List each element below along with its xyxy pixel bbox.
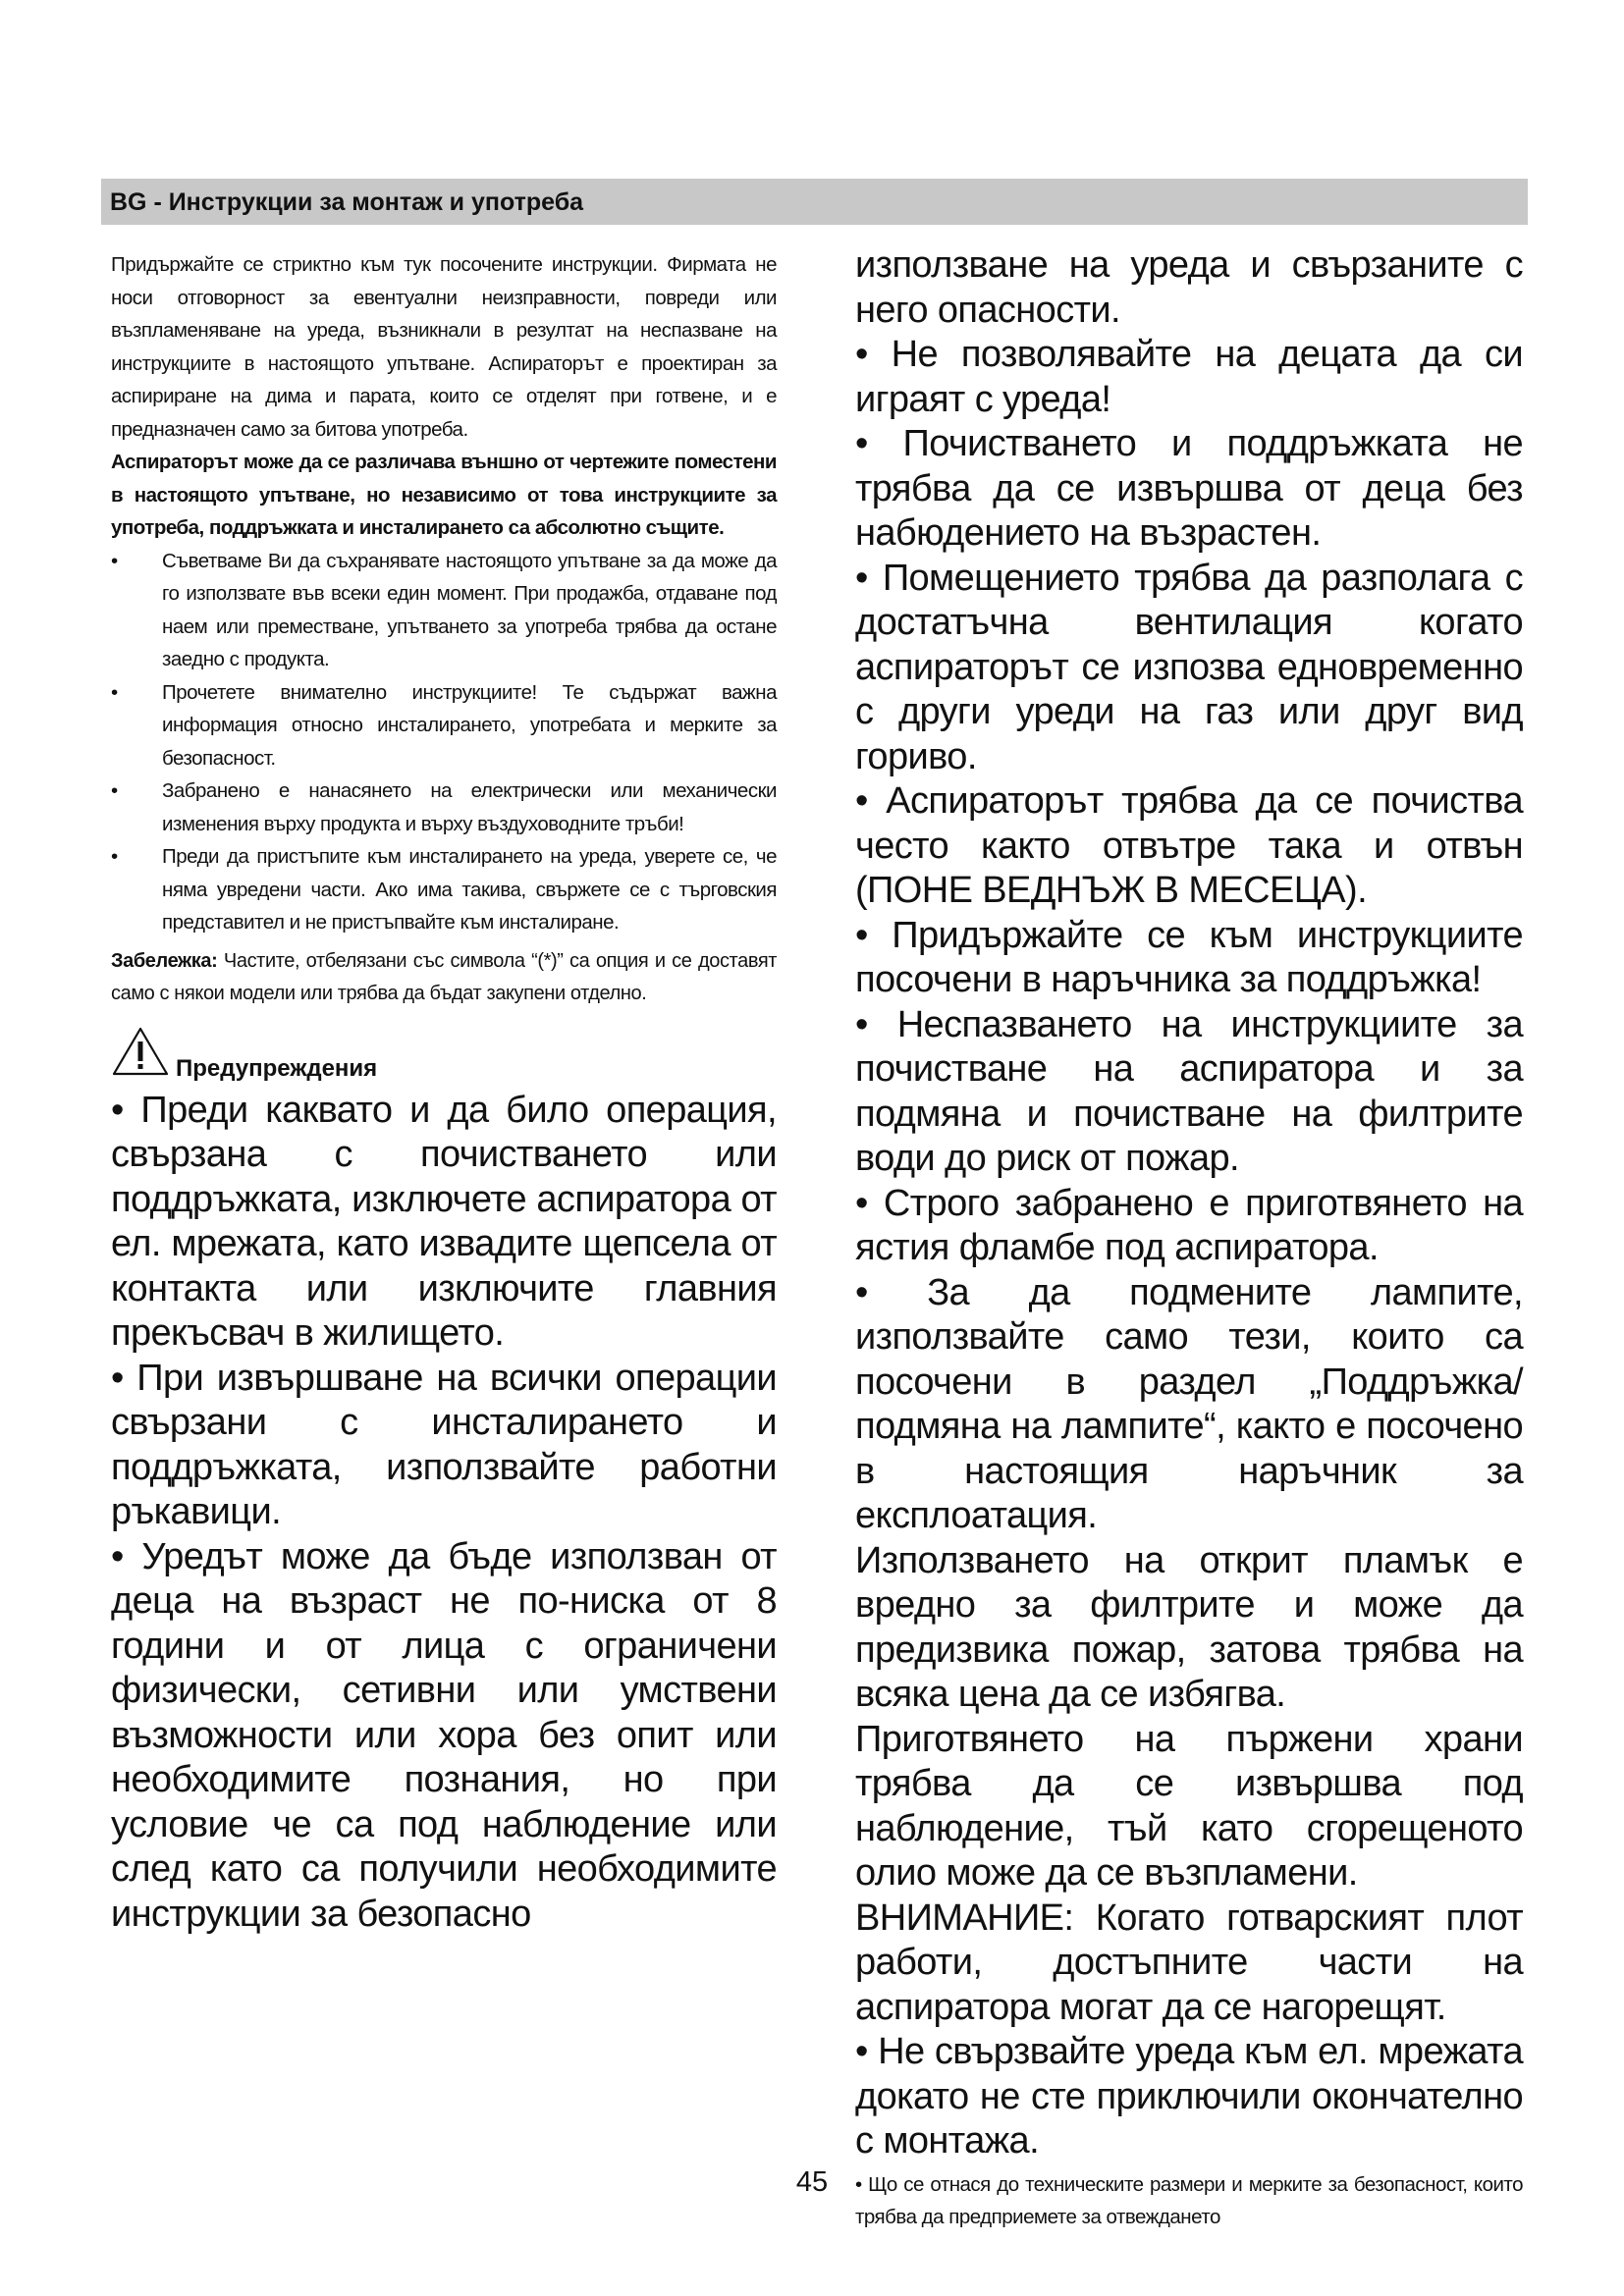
page-number: 45: [795, 2166, 829, 2198]
intro-paragraph: Придържайте се стриктно към тук посочените инструкции. Фирмата не носи отговорност за евентуални неизправности, повреди или възпламеняване на уреда, възникнали в резултат на неспазване на инструкциите в настоящото упътване. Аспираторът е проектиран за аспириране на дима и парата, които се отделят при готвене, и е предназначен само за битова употреба.: [111, 253, 777, 441]
warning-paragraph: Приготвянето на пържени храни трябва да се извършва под наблюдение, тъй като сгорещеното олио може да се възпламени.: [855, 1718, 1523, 1894]
warning-paragraph: Използването на открит пламък е вредно за филтрите и може да предизвика пожар, затова трябва на всяка цена да се избягва.: [855, 1539, 1523, 1715]
bullet-icon: •: [111, 779, 118, 802]
list-item-text: Прочетете внимателно инструкциите! Те съдържат важна информация относно инсталирането, употребата и мерките за безопасност.: [162, 680, 777, 770]
warning-paragraph: • Не свързвайте уреда към ел. мрежата докато не сте приключили окончателно с монтажа.: [855, 2031, 1523, 2162]
warning-paragraph: • Неспазването на инструкциите за почистване на аспиратора и за подмяна и почистване на филтрите води до риск от пожар.: [855, 1003, 1523, 1179]
warning-paragraph: използване на уреда и свързаните с него опасности.: [855, 244, 1523, 331]
note-paragraph: [111, 945, 777, 1010]
note-symbol: “(*)”: [531, 949, 564, 972]
right-column: [855, 243, 1523, 2234]
list-item: [111, 840, 777, 939]
warning-paragraph: • При извършване на всички операции свързани с инсталирането и поддръжката, използвайте работни ръкавици.: [111, 1357, 777, 1532]
section-header-title: BG - Инструкции за монтаж и употреба: [110, 188, 584, 216]
warning-paragraph: • За да подмените лампите, използвайте само тези, които са посочени в раздел „Поддръжка/подмяна на лампите“, както е посочено в настоящия наръчник за експлоатация.: [855, 1271, 1523, 1536]
bold-notice-paragraph: Аспираторът може да се различава външно от чертежите поместени в настоящото упътване, но независимо от това инструкциите за употреба, поддръжката и инсталирането са абсолютно същите.: [111, 451, 777, 539]
list-item: [111, 774, 777, 840]
warning-triangle-icon: [111, 1026, 170, 1077]
bullet-icon: •: [111, 680, 118, 704]
small-tail-paragraph: • Що се отнася до техническите размери и мерките за безопасност, които трябва да предприемете за отвеждането: [855, 2172, 1523, 2228]
list-item: [111, 545, 777, 676]
instruction-bullet-list: [111, 545, 777, 939]
warning-paragraph: ВНИМАНИЕ: Когато готварският плот работи, достъпните части на аспиратора могат да се нагорещят.: [855, 1896, 1523, 2028]
note-text-after: са опция и се доставят само с някои модели или трябва да бъдат закупени отделно.: [111, 949, 778, 1004]
list-item-text: Съветваме Ви да съхранявате настоящото упътване за да може да го използвате във всеки един момент. При продажба, отдаване под наем или преместване, упътването за употреба трябва да остане заедно с продукта.: [162, 549, 777, 670]
warning-paragraph: • Преди каквато и да било операция, свързана с почистването или поддръжката, изключете аспиратора от ел. мрежата, като извадите щепсела от контакта или изключите главния прекъсвач в жилището.: [111, 1089, 777, 1354]
note-text-before: Частите, отбелязани със символа: [217, 949, 532, 972]
bullet-icon: •: [111, 845, 118, 868]
warning-paragraph: • Почистването и поддръжката не трябва да се извършва от деца без набюдението на възрастен.: [855, 423, 1523, 554]
list-item-text: Забранено е нанасянето на електрически или механически изменения върху продукта и върху въздуховодните тръби!: [162, 779, 777, 835]
warning-paragraph: • Не позволявайте на децата да си играят с уреда!: [855, 334, 1523, 420]
note-label: Забележка:: [111, 949, 218, 972]
warning-paragraph: • Аспираторът трябва да се почиства често както отвътре така и отвън (ПОНЕ ВЕДНЪЖ В МЕСЕЦА).: [855, 780, 1523, 911]
list-item: [111, 676, 777, 775]
warning-paragraph: • Придържайте се към инструкциите посочени в наръчника за поддръжка!: [855, 914, 1523, 1000]
left-column: [111, 248, 777, 1937]
warnings-title: Предупреждения: [176, 1054, 378, 1082]
bullet-icon: •: [111, 549, 118, 572]
warning-paragraph: • Помещението трябва да разполага с достатъчна вентилация когато аспираторът се изпозва едновременно с други уреди на газ или друг вид гориво.: [855, 557, 1523, 777]
warning-paragraph: • Уредът може да бъде използван от деца на възраст не по-ниска от 8 години и от лица с ограничени физически, сетивни или умствени възможности или хора без опит или необходимите познания, но при условие че са под наблюдение или след като са получили необходимите инструкции за безопасно: [111, 1535, 777, 1935]
warning-paragraph: • Строго забранено е приготвянето на ястия фламбе под аспиратора.: [855, 1182, 1523, 1268]
warnings-heading: [111, 1026, 777, 1089]
list-item-text: Преди да пристъпите към инсталирането на уреда, уверете се, че няма увредени части. Ако има такива, свържете се с търговския представител и не пристъпвайте към инсталиране.: [162, 845, 777, 934]
section-header-bar: [101, 179, 1528, 225]
